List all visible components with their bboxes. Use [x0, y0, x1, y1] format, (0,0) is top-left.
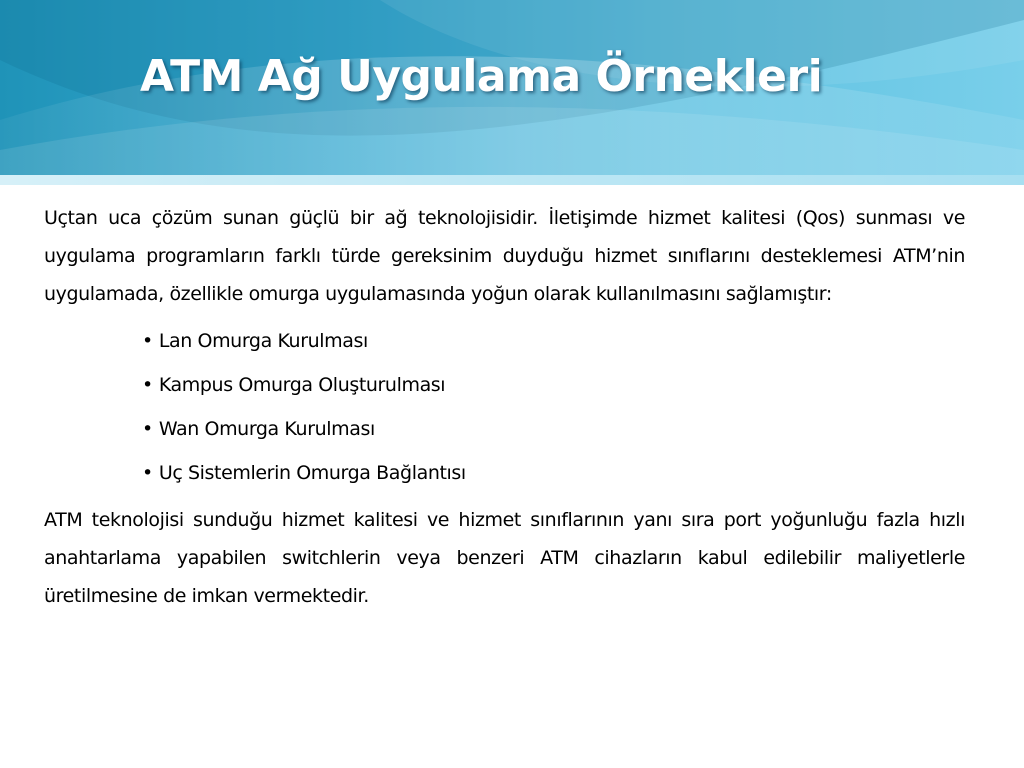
bullet-item — [142, 451, 965, 495]
bullet-text: Wan Omurga Kurulması — [158, 418, 375, 440]
bullet-text: Lan Omurga Kurulması — [158, 330, 368, 352]
bullet-dot-icon: • — [142, 330, 153, 352]
slide-title: ATM Ağ Uygulama Örnekleri — [140, 51, 823, 102]
bullet-item — [142, 363, 965, 407]
bullet-dot-icon: • — [142, 418, 153, 440]
bullet-dot-icon: • — [142, 374, 153, 396]
slide-body — [44, 199, 965, 615]
bullet-item — [142, 407, 965, 451]
intro-paragraph: Uçtan uca çözüm sunan güçlü bir ağ teknolojisidir. İletişimde hizmet kalitesi (Qos) sunması ve uygulama programların farklı türde gereksinim duyduğu hizmet sınıflarını desteklemesi ATM’nin uygulamada, özellikle omurga uygulamasında yoğun olarak kullanılmasını sağlamıştır: — [44, 207, 965, 305]
bullet-text: Kampus Omurga Oluşturulması — [158, 374, 446, 396]
bullet-dot-icon: • — [142, 462, 153, 484]
slide-header-banner — [0, 0, 1024, 185]
bullet-text: Uç Sistemlerin Omurga Bağlantısı — [158, 462, 466, 484]
bullet-list — [44, 319, 965, 495]
bullet-item — [142, 319, 965, 363]
conclusion-paragraph: ATM teknolojisi sunduğu hizmet kalitesi ve hizmet sınıflarının yanı sıra port yoğunluğu fazla hızlı anahtarlama yapabilen switchlerin veya benzeri ATM cihazların kabul edilebilir maliyetlerle üretilmesine de imkan vermektedir. — [44, 509, 965, 607]
